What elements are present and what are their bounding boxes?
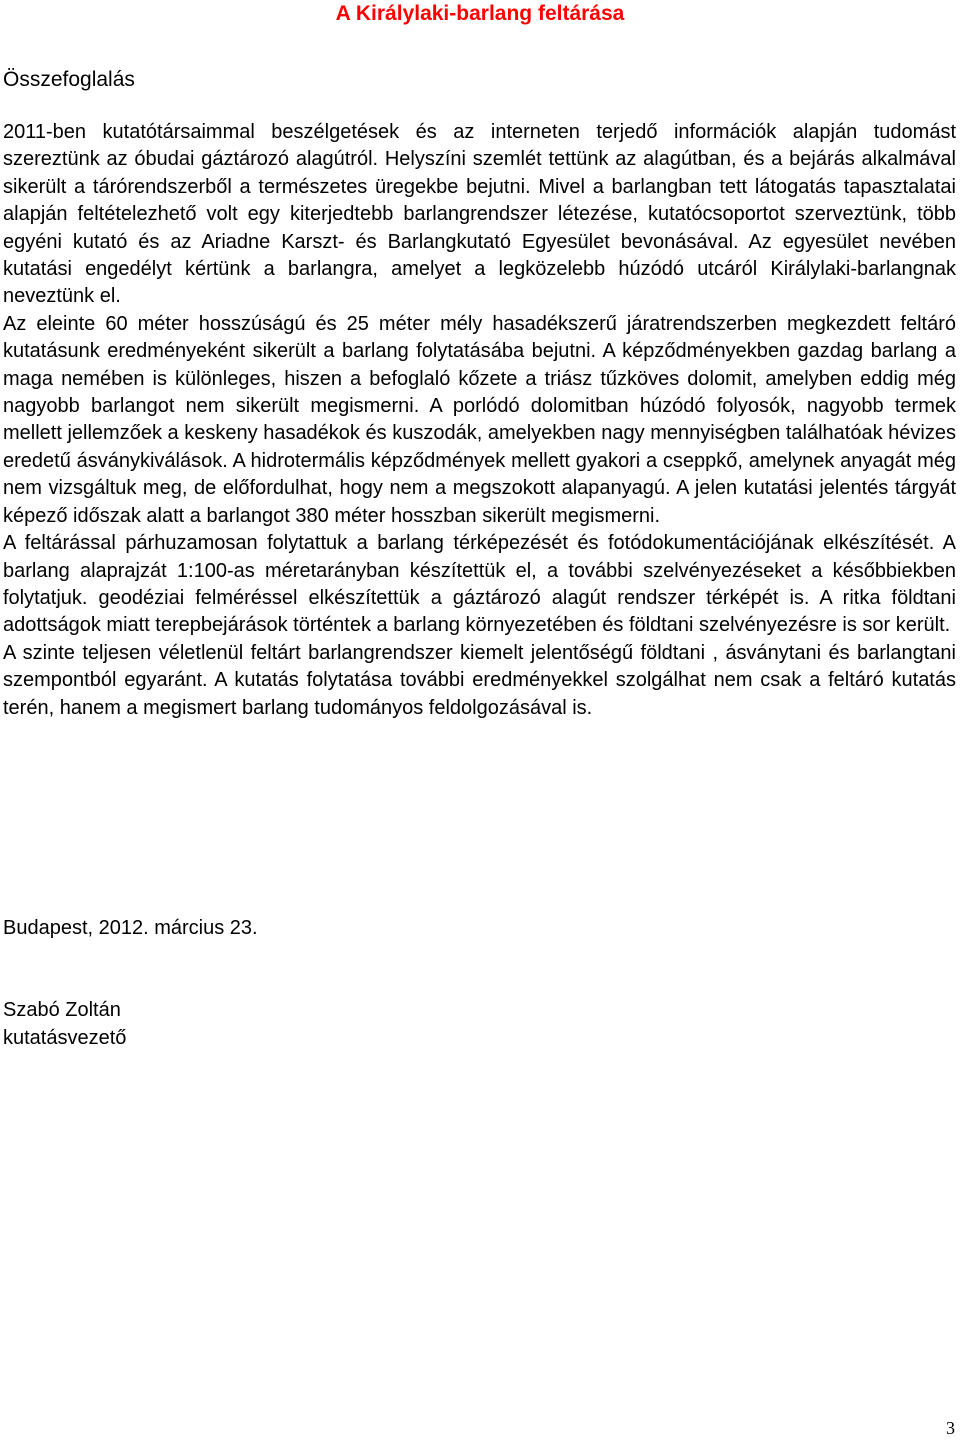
paragraph: Az eleinte 60 méter hosszúságú és 25 méter mély hasadékszerű járatrendszerben megkezdett feltáró kutatásunk eredményeként sikerült a barlang folytatásába bejutni. A képződményekben gazdag barlang a maga nemében is különleges, hiszen a befoglaló kőzete a triász tűzköves dolomit, amelyben eddig még nagyobb barlangot nem sikerült megismerni. A porlódó dolomitban húzódó folyosók, nagyobb termek mellett jellemzőek a keskeny hasadékok és kuszodák, amelyekben nagy mennyiségben találhatóak hévizes eredetű ásványkiválások. A hidrotermális képződmények mellett gyakori a cseppkő, amelynek anyagát még nem vizsgáltuk meg, de előfordulhat, hogy nem a megszokott alapanyagú. A jelen kutatási jelentés tárgyát képező időszak alatt a barlangot 380 méter hosszban sikerült megismerni. [3,312,956,527]
paragraph: A feltárással párhuzamosan folytattuk a barlang térképezését és fotódokumentációjának elkészítését. A barlang alaprajzát 1:100-as méretarányban készítettük el, a további szelvényezéseket a későbbiekben folytatjuk. geodéziai felméréssel elkészítettük a gáztározó alagút rendszer térképét is. A ritka földtani adottságok miatt terepbejárások történtek a barlang környezetében és földtani szelvényezésre is sor került. [3,532,956,637]
section-heading: Összefoglalás [3,68,135,91]
signature-role: kutatásvezető [3,1027,127,1049]
body-text [3,119,956,722]
place-date: Budapest, 2012. március 23. [3,917,258,939]
document-title: A Királylaki-barlang feltárása [335,2,625,25]
page-number: 3 [946,1418,955,1438]
paragraph: A szinte teljesen véletlenül feltárt barlangrendszer kiemelt jelentőségű földtani , ásványtani és barlangtani szempontból egyaránt. A kutatás folytatása további eredményekkel szolgálhat nem csak a feltáró kutatás terén, hanem a megismert barlang tudományos feldolgozásával is. [3,641,956,719]
signature-name: Szabó Zoltán [3,999,121,1021]
paragraph: 2011-ben kutatótársaimmal beszélgetések és az interneten terjedő információk alapján tudomást szereztünk az óbudai gáztározó alagútról. Helyszíni szemlét tettünk az alagútban, és a bejárás alkalmával sikerült a tárórendszerből a természetes üregekbe bejutni. Mivel a barlangban tett látogatás tapasztalatai alapján feltételezhető volt egy kiterjedtebb barlangrendszer létezése, kutatócsoportot szerveztünk, több egyéni kutató és az Ariadne Karszt- és Barlangkutató Egyesület bevonásával. Az egyesület nevében kutatási engedélyt kértünk a barlangra, amelyet a legközelebb húzódó utcáról Királylaki-barlangnak neveztünk el. [3,121,956,308]
